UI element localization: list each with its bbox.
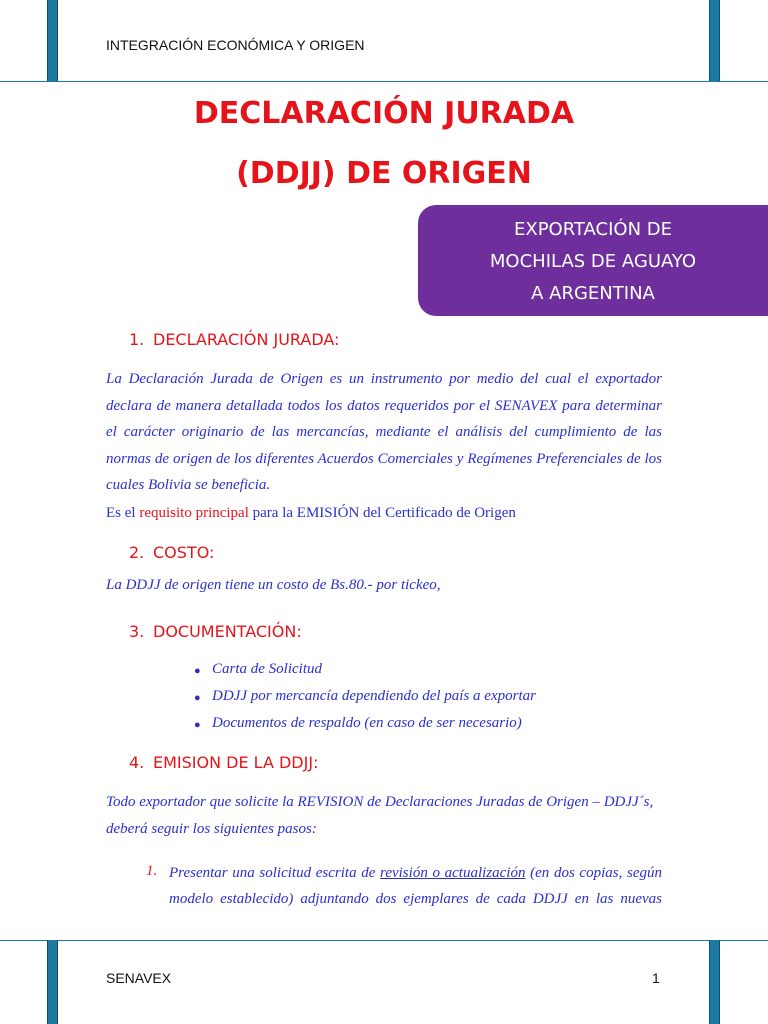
section-title: EMISION DE LA DDJJ:	[153, 753, 319, 772]
section-heading	[129, 622, 302, 641]
bullet-text: DDJJ por mercancía dependiendo del país a exportar	[212, 688, 536, 704]
requirement-line	[106, 500, 662, 527]
paragraph-line: declara de manera detallada todos los datos requeridos por el SENAVEX para determinar	[106, 397, 662, 414]
bullet-item	[194, 715, 522, 732]
step-link: revisión o actualización	[380, 865, 526, 881]
document-title-line1: DECLARACIÓN JURADA	[193, 96, 575, 131]
footer-rule	[0, 940, 768, 941]
bullet-text: Documentos de respaldo (en caso de ser necesario)	[212, 715, 522, 731]
section-paragraph	[106, 366, 662, 499]
header-left-bar	[47, 0, 58, 81]
bullet-dot-icon: ●	[194, 719, 201, 731]
paragraph-line: normas de origen de los diferentes Acuerdos Comerciales y Regímenes Preferenciales de los	[106, 450, 662, 467]
section-number: 2.	[129, 543, 145, 562]
section-heading	[129, 330, 339, 349]
header-right-bar	[709, 0, 720, 81]
paragraph-line: el carácter originario de las mercancías, mediante el análisis del cumplimiento de las	[106, 424, 662, 440]
section-heading	[129, 543, 214, 562]
step-text-line: modelo establecido) adjuntando dos ejemplares de cada DDJJ en las nuevas	[169, 891, 662, 907]
footer-organization: SENAVEX	[106, 970, 172, 986]
bullet-item	[194, 661, 322, 678]
bullet-text: Carta de Solicitud	[212, 661, 322, 677]
paragraph-line: La Declaración Jurada de Origen es un instrumento por medio del cual el exportador	[106, 371, 662, 387]
callout-line: A ARGENTINA	[531, 283, 655, 304]
section-title: COSTO:	[153, 543, 215, 562]
header-rule	[0, 81, 768, 82]
footer-left-bar	[47, 940, 58, 1024]
bullet-dot-icon: ●	[194, 692, 201, 704]
page-header-title: INTEGRACIÓN ECONÓMICA Y ORIGEN	[106, 37, 365, 53]
paragraph-line: cuales Bolivia se beneficia.	[106, 477, 271, 493]
section-number: 1.	[129, 330, 145, 349]
callout-line: MOCHILAS DE AGUAYO	[489, 251, 697, 272]
paragraph-line: Todo exportador que solicite la REVISION de Declaraciones Juradas de Origen – DDJJ´s,	[106, 794, 654, 810]
requirement-highlight: requisito principal	[139, 505, 249, 521]
requirement-text: para la EMISIÓN del Certificado de Origen	[248, 505, 516, 521]
section-heading	[129, 753, 318, 772]
step-number: 1.	[146, 863, 158, 879]
footer-right-bar	[709, 940, 720, 1024]
section-number: 4.	[129, 753, 145, 772]
step-text-part: (en dos copias, según	[525, 865, 663, 881]
callout-box	[418, 205, 768, 316]
page-number: 1	[652, 970, 660, 986]
requirement-text: Es el	[106, 505, 140, 521]
paragraph-line: deberá seguir los siguientes pasos:	[106, 820, 317, 837]
section-paragraph: La DDJJ de origen tiene un costo de Bs.80.- por tickeo,	[106, 577, 441, 593]
section-number: 3.	[129, 622, 145, 641]
document-title-line2: (DDJJ) DE ORIGEN	[236, 156, 532, 191]
bullet-dot-icon: ●	[194, 665, 201, 677]
bullet-item	[194, 688, 536, 705]
step-text-part: Presentar una solicitud escrita de	[169, 865, 381, 881]
section-title: DOCUMENTACIÓN:	[153, 622, 302, 641]
step-text	[169, 860, 662, 912]
callout-line: EXPORTACIÓN DE	[514, 219, 672, 240]
section-paragraph	[106, 789, 662, 842]
section-title: DECLARACIÓN JURADA:	[153, 330, 340, 349]
